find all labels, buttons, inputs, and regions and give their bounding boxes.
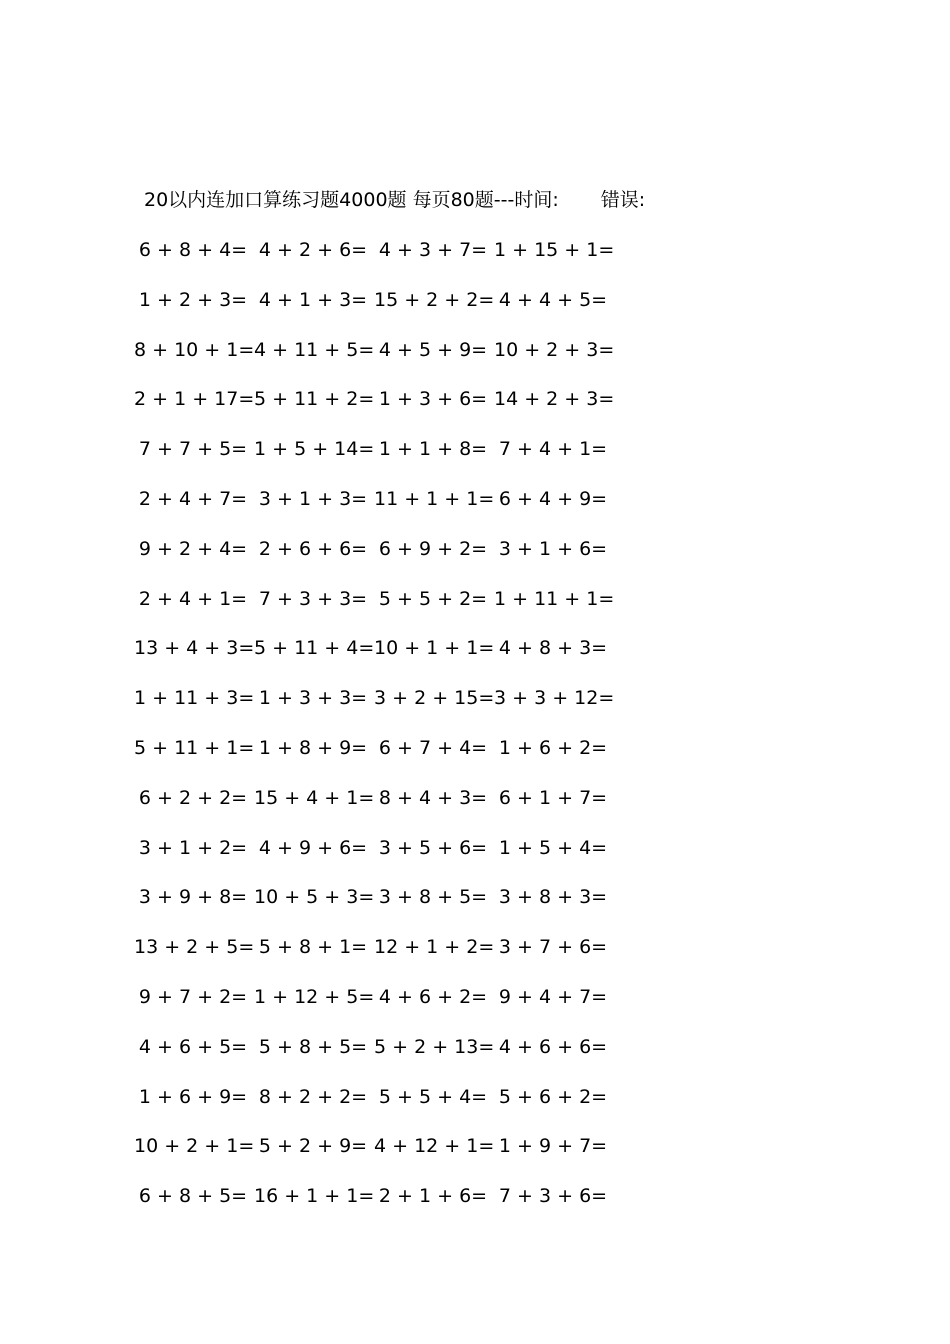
- problem-row: [138, 485, 644, 535]
- problem-row: [138, 1083, 644, 1133]
- problem-item: 5 + 11 + 2=: [254, 388, 375, 411]
- problem-item: 15 + 4 + 1=: [254, 786, 375, 809]
- problem-item: 1 + 12 + 5=: [254, 985, 375, 1008]
- problem-item: 2 + 4 + 1=: [138, 587, 248, 610]
- problem-item: 7 + 3 + 6=: [498, 1185, 608, 1208]
- problem-row: [134, 634, 644, 684]
- problem-row: [138, 1033, 644, 1083]
- problem-item: 1 + 5 + 4=: [498, 836, 608, 859]
- problem-item: 5 + 8 + 5=: [258, 1035, 368, 1058]
- problem-row: [138, 983, 644, 1033]
- problem-item: 5 + 5 + 2=: [378, 587, 488, 610]
- problem-item: 6 + 8 + 5=: [138, 1185, 248, 1208]
- problem-item: 7 + 4 + 1=: [498, 438, 608, 461]
- problem-item: 3 + 5 + 6=: [378, 836, 488, 859]
- problem-item: 1 + 5 + 14=: [254, 438, 375, 461]
- problem-row: [138, 784, 644, 834]
- problem-item: 1 + 9 + 7=: [498, 1135, 608, 1158]
- problem-row: [134, 684, 644, 734]
- problem-item: 4 + 12 + 1=: [374, 1135, 495, 1158]
- problem-item: 4 + 9 + 6=: [258, 836, 368, 859]
- problem-item: 10 + 2 + 1=: [134, 1135, 255, 1158]
- problem-item: 2 + 1 + 17=: [134, 388, 255, 411]
- problem-item: 1 + 2 + 3=: [138, 288, 248, 311]
- problem-item: 1 + 3 + 3=: [258, 687, 368, 710]
- problem-row: [138, 834, 644, 884]
- problem-item: 16 + 1 + 1=: [254, 1185, 375, 1208]
- problem-item: 3 + 2 + 15=: [374, 687, 495, 710]
- problem-row: [138, 535, 644, 585]
- problem-item: 3 + 8 + 3=: [498, 886, 608, 909]
- time-label: 时间:: [514, 189, 559, 211]
- problem-item: 3 + 9 + 8=: [138, 886, 248, 909]
- problem-row: [138, 435, 644, 485]
- problem-item: 4 + 6 + 2=: [378, 985, 488, 1008]
- problem-item: 8 + 2 + 2=: [258, 1085, 368, 1108]
- problem-item: 4 + 2 + 6=: [258, 239, 368, 261]
- problem-item: 15 + 2 + 2=: [374, 288, 495, 311]
- problem-item: 4 + 5 + 9=: [378, 338, 488, 361]
- problem-row: [134, 933, 644, 983]
- problem-item: 3 + 3 + 12=: [494, 687, 615, 710]
- problem-item: 3 + 8 + 5=: [378, 886, 488, 909]
- problem-row: [134, 1132, 644, 1182]
- problem-item: 6 + 9 + 2=: [378, 537, 488, 560]
- problem-item: 2 + 6 + 6=: [258, 537, 368, 560]
- problem-item: 4 + 3 + 7=: [378, 239, 488, 261]
- problem-item: 4 + 11 + 5=: [254, 338, 375, 361]
- problem-item: 7 + 7 + 5=: [138, 438, 248, 461]
- problem-item: 4 + 4 + 5=: [498, 288, 608, 311]
- problem-item: 5 + 5 + 4=: [378, 1085, 488, 1108]
- problem-item: 5 + 6 + 2=: [498, 1085, 608, 1108]
- problem-item: 13 + 2 + 5=: [134, 936, 255, 959]
- problem-row: [134, 385, 644, 435]
- problem-item: 4 + 6 + 5=: [138, 1035, 248, 1058]
- problem-item: 1 + 11 + 3=: [134, 687, 255, 710]
- problem-item: 1 + 8 + 9=: [258, 736, 368, 759]
- problem-item: 3 + 1 + 6=: [498, 537, 608, 560]
- problem-item: 14 + 2 + 3=: [494, 388, 615, 411]
- problem-item: 1 + 3 + 6=: [378, 388, 488, 411]
- problem-item: 3 + 7 + 6=: [498, 936, 608, 959]
- problem-item: 8 + 4 + 3=: [378, 786, 488, 809]
- problem-item: 10 + 5 + 3=: [254, 886, 375, 909]
- problem-row: [138, 585, 644, 635]
- problem-item: 1 + 1 + 8=: [378, 438, 488, 461]
- error-label: 错误:: [600, 189, 646, 211]
- problem-item: 6 + 7 + 4=: [378, 736, 488, 759]
- worksheet-header: [144, 186, 645, 214]
- problem-item: 9 + 7 + 2=: [138, 985, 248, 1008]
- problem-item: 6 + 1 + 7=: [498, 786, 608, 809]
- worksheet-title: 20以内连加口算练习题4000题 每页80题---: [144, 189, 515, 211]
- problem-item: 4 + 8 + 3=: [498, 637, 608, 660]
- problem-item: 4 + 1 + 3=: [258, 288, 368, 311]
- problem-row: [138, 883, 644, 933]
- problem-row: [138, 1182, 644, 1232]
- problem-row: [138, 236, 644, 286]
- problem-item: 9 + 2 + 4=: [138, 537, 248, 560]
- problem-item: 6 + 4 + 9=: [498, 487, 608, 510]
- problem-item: 1 + 6 + 2=: [498, 736, 608, 759]
- problem-item: 6 + 2 + 2=: [138, 786, 248, 809]
- problem-item: 4 + 6 + 6=: [498, 1035, 608, 1058]
- problem-item: 8 + 10 + 1=: [134, 338, 255, 361]
- problem-item: 3 + 1 + 3=: [258, 487, 368, 510]
- problem-item: 2 + 1 + 6=: [378, 1185, 488, 1208]
- problem-row: [134, 336, 644, 386]
- problem-item: 10 + 1 + 1=: [374, 637, 495, 660]
- problem-item: 5 + 2 + 13=: [374, 1035, 495, 1058]
- problem-item: 9 + 4 + 7=: [498, 985, 608, 1008]
- problem-item: 12 + 1 + 2=: [374, 936, 495, 959]
- problem-row: [134, 734, 644, 784]
- problem-item: 2 + 4 + 7=: [138, 487, 248, 510]
- problem-item: 1 + 15 + 1=: [494, 239, 615, 261]
- problem-item: 1 + 6 + 9=: [138, 1085, 248, 1108]
- problem-item: 1 + 11 + 1=: [494, 587, 615, 610]
- problem-grid: [134, 236, 644, 1232]
- problem-item: 11 + 1 + 1=: [374, 487, 495, 510]
- problem-item: 5 + 11 + 1=: [134, 736, 255, 759]
- problem-item: 5 + 8 + 1=: [258, 936, 368, 959]
- problem-item: 10 + 2 + 3=: [494, 338, 615, 361]
- problem-item: 5 + 11 + 4=: [254, 637, 375, 660]
- problem-row: [138, 286, 644, 336]
- problem-item: 6 + 8 + 4=: [138, 239, 248, 261]
- problem-item: 5 + 2 + 9=: [258, 1135, 368, 1158]
- problem-item: 13 + 4 + 3=: [134, 637, 255, 660]
- problem-item: 3 + 1 + 2=: [138, 836, 248, 859]
- problem-item: 7 + 3 + 3=: [258, 587, 368, 610]
